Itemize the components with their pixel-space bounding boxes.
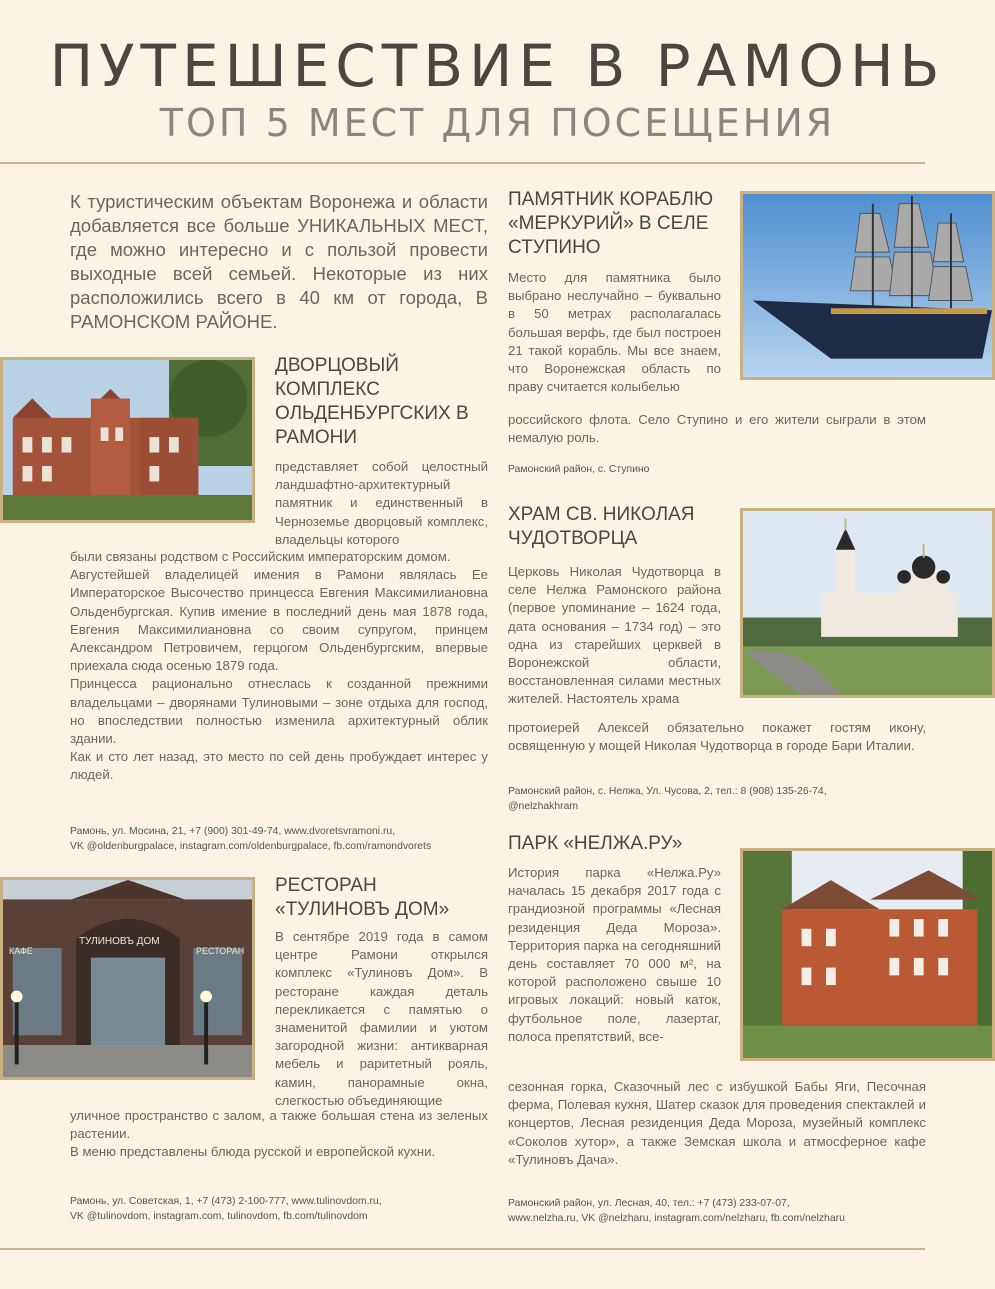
park-intro-continued: сезонная горка, Сказочный лес с избушкой Бабы Яги, Песочная ферма, Полевая кухня, Шатер сказок для проведения спектаклей и концертов, Лесная резиденция Деда Мороза, музейный комплекс «Соколов хутор», а также Земская школа и атмосферное кафе «Тулиновъ Дача». bbox=[508, 1079, 926, 1167]
mercury-address bbox=[508, 462, 928, 477]
church-heading: ХРАМ СВ. НИКОЛАЯ ЧУДОТВОРЦА bbox=[508, 504, 695, 549]
restaurant-intro-continued: уличное пространство с залом, а также большая стена из зеленых растении. bbox=[70, 1108, 488, 1142]
restaurant-sign-right: РЕСТОРАН bbox=[196, 946, 245, 956]
park-photo bbox=[740, 848, 995, 1061]
restaurant-paragraph-2: В меню представлены блюда русской и европейской кухни. bbox=[70, 1144, 436, 1160]
palace-photo bbox=[0, 357, 255, 523]
intro-paragraph: К туристическим объектам Воронежа и области добавляется все больше УНИКАЛЬНЫХ МЕСТ, где можно интересно и с пользой провести выходные всей семьей. Некоторые из них расположились всего в 40 км от города, В РАМОНСКОМ РАЙОНЕ. bbox=[70, 191, 488, 332]
palace-text-side bbox=[275, 458, 488, 549]
palace-paragraph-3: Принцесса рационально отнеслась к созданной прежними владельцами – дворянами Тулиновыми – зоне отдыха для господ, но впоследствии полностью изменила архитектурный облик здании. bbox=[70, 676, 488, 747]
park-intro-paragraph: История парка «Нелжа.Ру» началась 15 декабря 2017 года с грандиозной программы «Лесная резиденция Деда Мороза». Территория парка на сегодняшний день составляет 70 000 м², на которой расположено свыше 10 игровых локаций: новый каток, футбольное поле, лазертаг, полоса препятствий, все- bbox=[508, 865, 721, 1044]
church-address-line-2: @nelzhakhram bbox=[508, 801, 579, 812]
church-text-full bbox=[508, 719, 926, 755]
park-address-line-1: Рамонский район, ул. Лесная, 40, тел.: +7 (473) 233-07-07, bbox=[508, 1198, 790, 1209]
mercury-text-side bbox=[508, 269, 721, 396]
mercury-photo bbox=[740, 191, 995, 380]
bottom-divider bbox=[0, 1248, 925, 1250]
church-text-side bbox=[508, 563, 721, 709]
church-address-line-1: Рамонский район, с. Нелжа, Ул. Чусова, 2, тел.: 8 (908) 135-26-74, bbox=[508, 786, 827, 797]
church-address bbox=[508, 784, 928, 814]
page-subtitle: ТОП 5 МЕСТ ДЛЯ ПОСЕЩЕНИЯ bbox=[159, 101, 836, 145]
restaurant-sign-left: КАФЕ bbox=[9, 946, 33, 956]
top-divider bbox=[0, 162, 925, 164]
palace-address-line-1: Рамонь, ул. Мосина, 21, +7 (900) 301-49-74, www.dvoretsvramoni.ru, bbox=[70, 826, 396, 837]
mercury-intro-continued: российского флота. Село Ступино и его жители сыграли в этом немалую роль. bbox=[508, 412, 926, 446]
restaurant-intro-paragraph: В сентябре 2019 года в самом центре Рамони открылся комплекс «Тулиновъ Дом». В ресторане каждая деталь перекликается с памятью о знаменитой фамилии и уютом загородной жизни: антикварная мебель и раритетный рояль, камин, панорамные окна, слегкостью объединяющие bbox=[275, 929, 488, 1108]
church-intro-paragraph: Церковь Николая Чудотворца в селе Нелжа Рамонского района (первое упоминание – 1624 года, дата основания – 1734 год) – это одна из старейших церквей в Воронежской области, восстановленная силами местных жителей. Настоятель храма bbox=[508, 564, 721, 707]
mercury-address-line-1: Рамонский район, с. Ступино bbox=[508, 464, 650, 475]
restaurant-photo bbox=[0, 877, 255, 1080]
restaurant-heading: РЕСТОРАН «ТУЛИНОВЪ ДОМ» bbox=[275, 875, 450, 920]
park-text-full bbox=[508, 1078, 926, 1169]
restaurant-text-side bbox=[275, 928, 488, 1110]
palace-paragraph-2: Августейшей владелицей имения в Рамони являлась Ее Императорское Высочество принцесса Евгения Максимилиановна Ольденбургская. Купив имение в последний день мая 1878 года, Евгения Максимилиановна со своим супругом, принцем Александром Петровичем, герцогом Ольденбургским, впервые приехала сюда осенью 1879 года. bbox=[70, 567, 488, 674]
mercury-heading: ПАМЯТНИК КОРАБЛЮ «МЕРКУРИЙ» В СЕЛЕ СТУПИНО bbox=[508, 189, 714, 258]
restaurant-sign-mid: ТУЛИНОВЪ ДОМ bbox=[79, 936, 160, 947]
park-heading: ПАРК «НЕЛЖА.РУ» bbox=[508, 833, 683, 854]
church-intro-continued: протоиерей Алексей обязательно покажет гостям икону, освященную у мощей Николая Чудотворца в городе Бари Италии. bbox=[508, 720, 926, 754]
palace-text-full bbox=[70, 548, 488, 785]
palace-heading: ДВОРЦОВЫЙ КОМПЛЕКС ОЛЬДЕНБУРГСКИХ В РАМОНИ bbox=[275, 355, 469, 448]
palace-address-line-2: VK @oldenburgpalace, instagram.com/oldenburgpalace, fb.com/ramondvorets bbox=[70, 841, 432, 852]
restaurant-address-line-1: Рамонь, ул. Советская, 1, +7 (473) 2-100-777, www.tulinovdom.ru, bbox=[70, 1196, 382, 1207]
restaurant-address bbox=[70, 1194, 500, 1224]
palace-address bbox=[70, 824, 500, 854]
mercury-intro-paragraph: Место для памятника было выбрано неслучайно – буквально в 50 метрах располагалась большая верфь, где был построен 21 такой корабль. Мы все знаем, что Воронежская область по праву считается колыбелью bbox=[508, 270, 721, 395]
palace-intro-continued: были связаны родством с Российским императорским домом. bbox=[70, 549, 451, 564]
park-address-line-2: www.nelzha.ru, VK @nelzharu, instagram.com/nelzharu, fb.com/nelzharu bbox=[508, 1213, 845, 1224]
page-title: ПУТЕШЕСТВИЕ В РАМОНЬ bbox=[49, 32, 946, 100]
mercury-text-full bbox=[508, 411, 926, 447]
restaurant-text-full bbox=[70, 1107, 488, 1162]
restaurant-address-line-2: VK @tulinovdom, instagram.com, tulinovdom, fb.com/tulinovdom bbox=[70, 1211, 368, 1222]
church-photo bbox=[740, 508, 995, 698]
palace-paragraph-4: Как и сто лет назад, это место по сей день пробуждает интерес у людей. bbox=[70, 749, 488, 783]
park-address bbox=[508, 1196, 928, 1226]
park-text-side bbox=[508, 864, 721, 1046]
palace-intro-paragraph: представляет собой целостный ландшафтно-архитектурный памятник и единственный в Черноземье дворцовый комплекс, владельцы которого bbox=[275, 459, 488, 547]
